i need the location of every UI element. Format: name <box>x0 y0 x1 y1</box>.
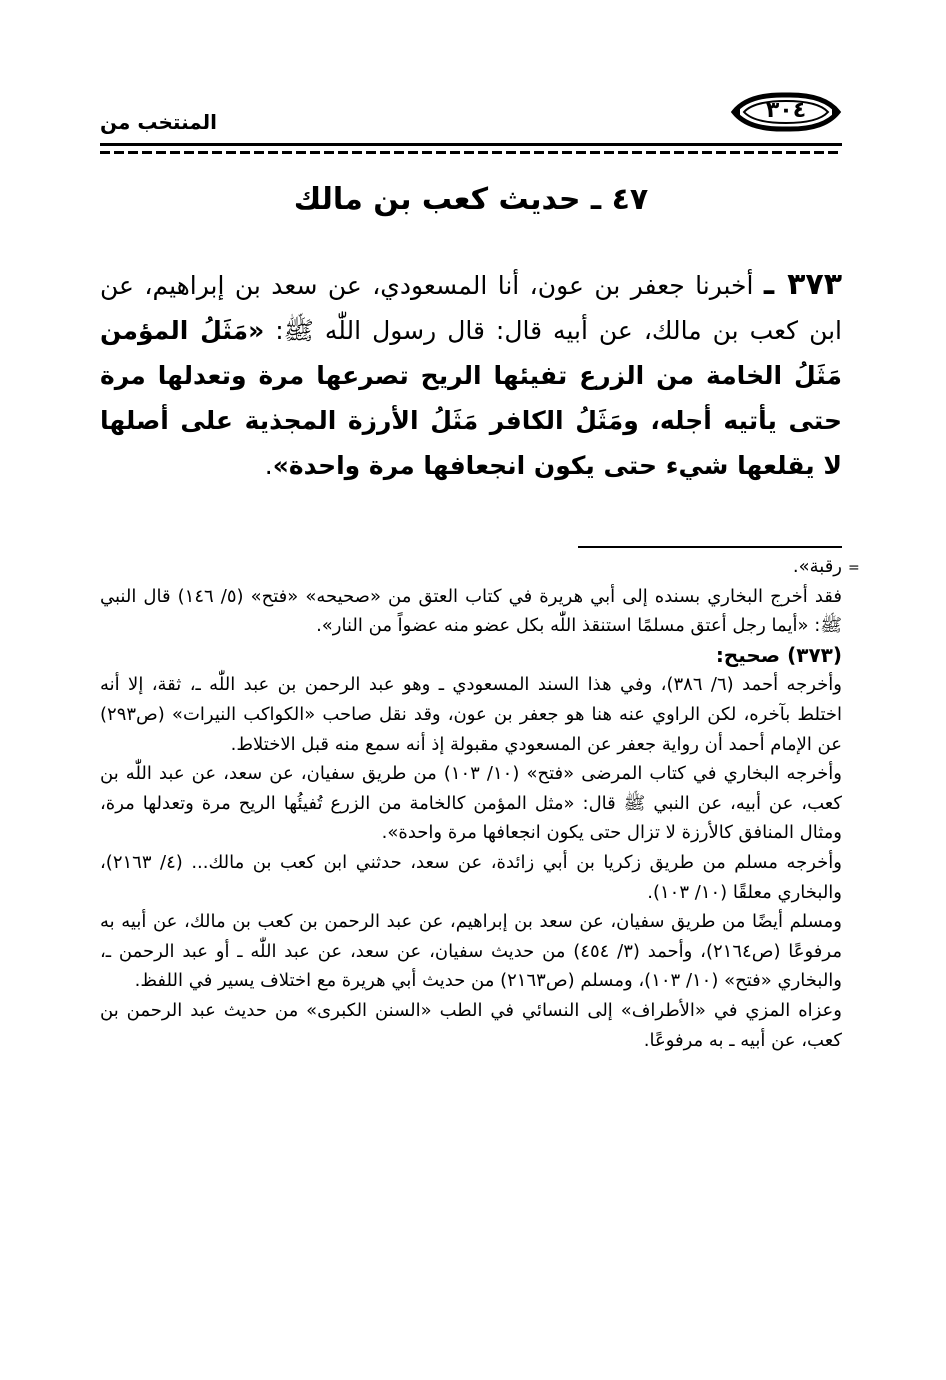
page-number: ٣٠٤ <box>765 98 807 123</box>
footnote-paragraph: وأخرجه البخاري في كتاب المرضى «فتح» (١٠/ ١٠٣) من طريق سفيان، عن سعد، عن عبد اللّٰه بن كعب، عن أبيه، عن النبي ﷺ قال: «مثل المؤمن كالخامة من الزرع تُفيئُها الريح مرة وتعدلها مرة، ومثال المنافق كالأرزة لا تزال حتى يكون انجعافها مرة واحدة». <box>100 763 843 844</box>
footnote-paragraph: وعزاه المزي في «الأطراف» إلى النسائي في الطب «السنن الكبرى» من حديث عبد الرحمن بن كعب، عن أبيه ـ به مرفوعًا. <box>100 999 842 1051</box>
footnote-paragraph: وأخرجه أحمد (٦/ ٣٨٦)، وفي هذا السند المسعودي ـ وهو عبد الرحمن بن عبد اللّٰه ـ، ثقة، إلا أنه اختلط بآخره، لكن الراوي عنه هنا هو جعفر بن عون، وقد نقل صاحب «الكواكب النيرات» (ص٢٩٣) عن الإمام أحمد أن رواية جعفر عن المسعودي مقبولة إذ أنه سمع منه قبل الاختلاط. <box>100 674 842 755</box>
book-title: المنتخب من <box>100 110 218 134</box>
footnote-line: فقد أخرج البخاري بسنده إلى أبي هريرة في كتاب العتق من «صحيحه» «فتح» (٥/ ١٤٦) قال النبي ﷺ: «أيما رجل أعتق مسلمًا استنقذ اللّٰه بكل عضو منه عضواً من النار». <box>100 585 842 637</box>
footnote-paragraph: ومسلم أيضًا من طريق سفيان، عن سعد بن إبراهيم، عن عبد الرحمن بن كعب بن مالك، عن أبيه به مرفوعًا (ص٢١٦٤)، وأحمد (٣/ ٤٥٤) من حديث سفيان، عن سعد، عن عبد اللّٰه ـ أو عبد الرحمن ـ، والبخاري «فتح» (١٠/ ١٠٣)، ومسلم (ص٢١٦٣) من حديث أبي هريرة مع اختلاف يسير في اللفظ. <box>100 911 842 992</box>
page-header <box>100 92 842 140</box>
hadith-end: . <box>264 451 273 480</box>
chapter-heading: ٤٧ ـ حديث كعب بن مالك <box>293 182 649 217</box>
footnote-paragraph: وأخرجه مسلم من طريق زكريا بن أبي زائدة، عن سعد، حدثني ابن كعب بن مالك... (٤/ ٢١٦٣)، والبخاري معلقًا (١٠/ ١٠٣). <box>100 851 842 903</box>
hadith-text <box>100 262 842 488</box>
continuation-marker: = <box>848 560 860 576</box>
header-rule <box>100 143 842 150</box>
footnotes <box>100 552 842 1055</box>
footnote-heading: (٣٧٣) صحيح: <box>715 642 842 667</box>
footnote-separator <box>578 546 842 548</box>
header-dashed-rule <box>100 151 842 154</box>
hadith-number: ٣٧٣ ـ <box>763 267 843 302</box>
page-number-badge <box>730 92 842 132</box>
hadith-matn: «مَثَلُ المؤمن مَثَلُ الخامة من الزرع تفيئها الريح تصرعها مرة وتعدلها مرة حتى يأتيه أجله، ومَثَلُ الكافر مَثَلُ الأرزة المجذية على أصلها لا يقلعها شيء حتى يكون انجعافها مرة واحدة» <box>100 316 842 480</box>
hadith-isnad: أخبرنا جعفر بن عون، أنا المسعودي، عن سعد بن إبراهيم، عن ابن كعب بن مالك، عن أبيه قال: قال رسول اللّٰه ﷺ: <box>100 271 843 345</box>
footnote-line: رقبة». <box>792 556 842 577</box>
